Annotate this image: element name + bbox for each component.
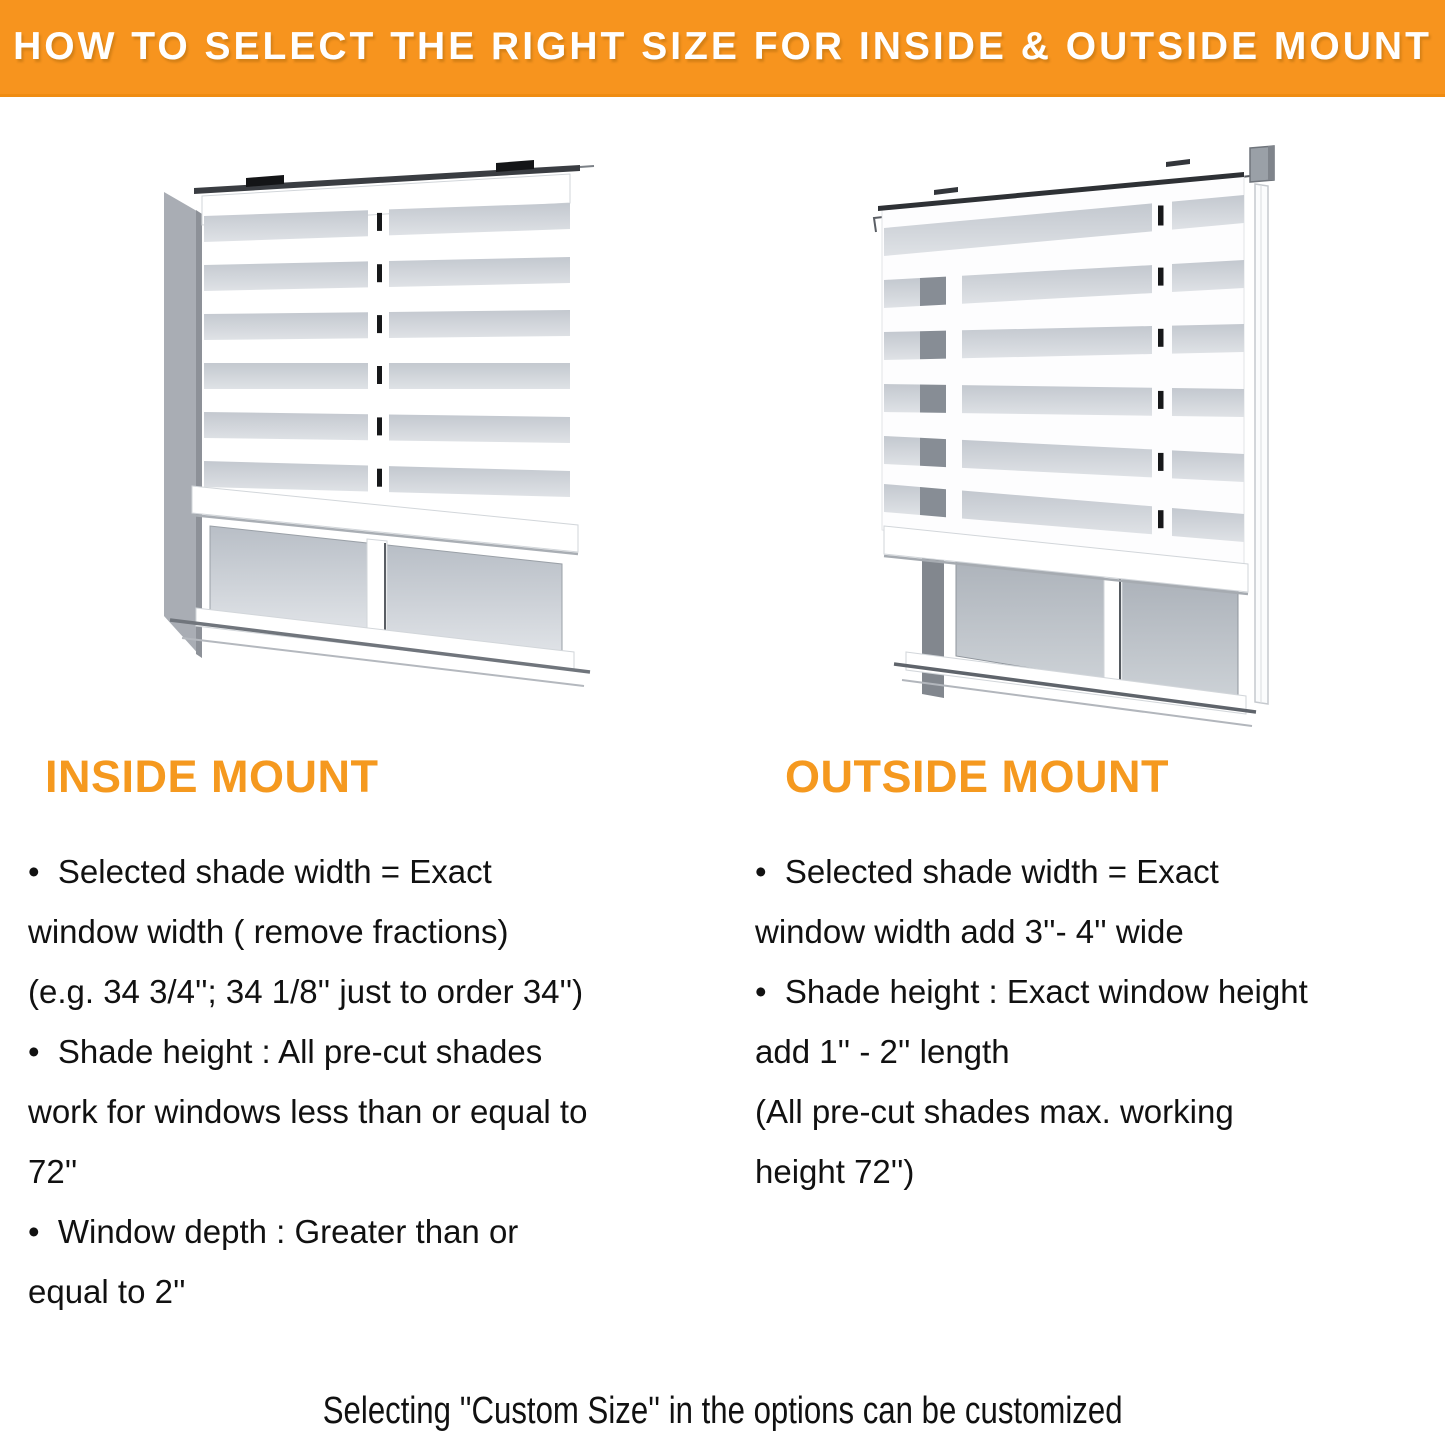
text-line: work for windows less than or equal to xyxy=(28,1093,588,1130)
text-line: • Shade height : All pre-cut shades xyxy=(28,1033,543,1070)
outside-mount-heading: OUTSIDE MOUNT xyxy=(785,751,1169,802)
inside-mount-instructions xyxy=(28,842,698,1322)
zebra-shade-bands xyxy=(204,203,570,497)
text-line: • Selected shade width = Exact xyxy=(755,853,1219,890)
text-line: (All pre-cut shades max. working xyxy=(755,1093,1234,1130)
wall-corner-strip xyxy=(1255,184,1268,704)
inside-mount-section xyxy=(28,750,698,1322)
text-line: add 1'' - 2'' length xyxy=(755,1033,1010,1070)
text-line: (e.g. 34 3/4''; 34 1/8'' just to order 34'') xyxy=(28,973,584,1010)
text-line: 72'' xyxy=(28,1153,78,1190)
custom-size-note: Selecting ''Custom Size'' in the options can be customized xyxy=(322,1390,1123,1432)
header-banner xyxy=(0,0,1445,97)
text-line: • Window depth : Greater than or xyxy=(28,1213,519,1250)
header-title: HOW TO SELECT THE RIGHT SIZE FOR INSIDE & OUTSIDE MOUNT xyxy=(13,25,1432,68)
text-line: window width ( remove fractions) xyxy=(28,913,509,950)
footer-note xyxy=(0,1390,1445,1433)
text-line: equal to 2'' xyxy=(28,1273,186,1310)
outside-mount-section xyxy=(755,750,1435,1202)
window-jamb xyxy=(164,192,202,658)
inside-mount-illustration xyxy=(146,146,643,726)
inside-mount-heading: INSIDE MOUNT xyxy=(45,751,379,802)
text-line: • Shade height : Exact window height xyxy=(755,973,1308,1010)
text-line: window width add 3''- 4'' wide xyxy=(755,913,1184,950)
text-line: height 72'') xyxy=(755,1153,915,1190)
outside-mount-illustration xyxy=(836,140,1341,735)
text-line: • Selected shade width = Exact xyxy=(28,853,492,890)
outside-mount-instructions xyxy=(755,842,1435,1202)
